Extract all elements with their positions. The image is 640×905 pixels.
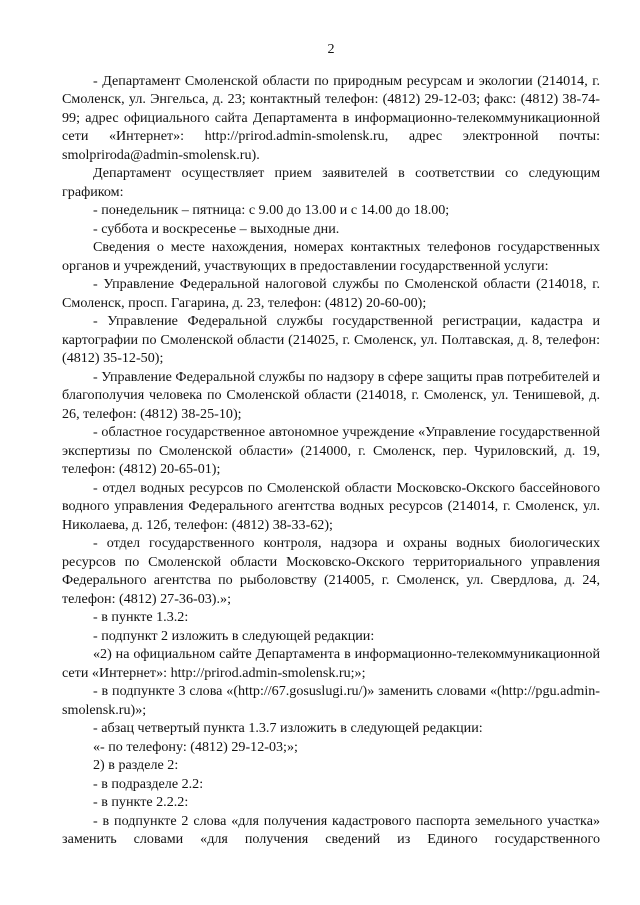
document-body xyxy=(62,72,600,849)
paragraph: - Управление Федеральной службы по надзору в сфере защиты прав потребителей и благополучия человека по Смоленской области (214018, г. Смоленск, ул. Тенишевой, д. 26, телефон: (4812) 38-25-10); xyxy=(62,368,600,422)
paragraph: - понедельник – пятница: с 9.00 до 13.00 и с 14.00 до 18.00; xyxy=(93,202,450,218)
paragraph: «2) на официальном сайте Департамента в информационно-телекоммуникационной сети «Интернет»: http://prirod.admin-smolensk.ru;»; xyxy=(62,646,600,681)
paragraph: 2) в разделе 2: xyxy=(93,757,179,773)
paragraph: - суббота и воскресенье – выходные дни. xyxy=(93,220,340,237)
paragraph: - в пункте 2.2.2: xyxy=(93,794,189,810)
paragraph: - областное государственное автономное учреждение «Управление государственной экспертизы по Смоленской области» (214000, г. Смоленск, пер. Чуриловский, д. 19, телефон: (4812) 20-65-01); xyxy=(62,424,600,477)
paragraph: - в подпункте 2 слова «для получения кадастрового паспорта земельного участка» заменить словами «для получения сведений из Единого государственного xyxy=(62,812,600,847)
document-page xyxy=(62,40,600,849)
page-number: 2 xyxy=(327,41,335,57)
paragraph: - отдел государственного контроля, надзора и охраны водных биологических ресурсов по Смоленской области Московско-Окского территориального управления Федерального агентства по рыболовству (214005, г. Смоленск, ул. Свердлова, д. 24, телефон: (4812) 27-36-03).»; xyxy=(62,535,600,607)
paragraph: Департамент осуществляет прием заявителей в соответствии со следующим графиком: xyxy=(62,165,600,200)
paragraph: «- по телефону: (4812) 29-12-03;»; xyxy=(93,738,298,755)
paragraph: - абзац четвертый пункта 1.3.7 изложить в следующей редакции: xyxy=(93,720,483,736)
paragraph: - Департамент Смоленской области по природным ресурсам и экологии (214014, г. Смоленск, ул. Энгельса, д. 23; контактный телефон: (4812) 29-12-03; факс: (4812) 38-74-99; адрес официального сайта Департамента в информационно-телекоммуникационной сети «Интернет»: http://prirod.admin-smolensk.ru, адрес электронной почты: smolpriroda@admin-smolensk.ru). xyxy=(62,72,600,163)
paragraph: - в подразделе 2.2: xyxy=(93,775,204,792)
paragraph: Сведения о месте нахождения, номерах контактных телефонов государственных органов и учреждений, участвующих в предоставлении государственной услуги: xyxy=(62,239,600,274)
paragraph: - Управление Федеральной налоговой службы по Смоленской области (214018, г. Смоленск, просп. Гагарина, д. 23, телефон: (4812) 20-60-00); xyxy=(62,276,600,311)
paragraph: - в пункте 1.3.2: xyxy=(93,609,189,625)
paragraph: - подпункт 2 изложить в следующей редакции: xyxy=(93,627,375,644)
paragraph: - в подпункте 3 слова «(http://67.gosuslugi.ru/)» заменить словами «(http://pgu.admin-smolensk.ru)»; xyxy=(62,683,600,718)
paragraph: - отдел водных ресурсов по Смоленской области Московско-Окского бассейнового водного управления Федерального агентства водных ресурсов (214014, г. Смоленск, ул. Николаева, д. 12б, телефон: (4812) 38-33-62); xyxy=(62,479,600,533)
paragraph: - Управление Федеральной службы государственной регистрации, кадастра и картографии по Смоленской области (214025, г. Смоленск, ул. Полтавская, д. 8, телефон: (4812) 35-12-50); xyxy=(62,313,600,366)
